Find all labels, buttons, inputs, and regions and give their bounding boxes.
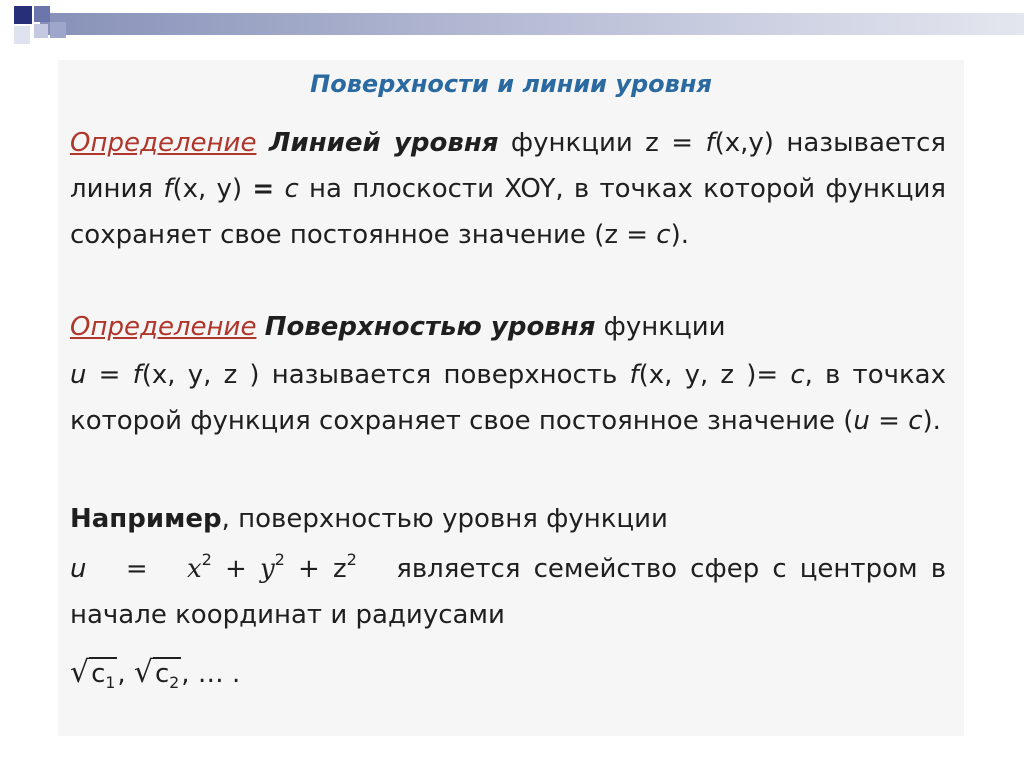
definition-level-surface-head: Определение Поверхностью уровня функции: [70, 312, 726, 342]
term-level-line: Линией уровня: [268, 128, 499, 158]
definition-level-surface: u = f(x, y, z ) называется поверхность f(x, y, z )= c, в точках которой функция сохраняет свое постоянное значение (u = c).: [70, 360, 946, 436]
deco-square: [34, 24, 48, 38]
sqrt-symbol: √: [133, 655, 153, 690]
deco-square: [14, 26, 30, 44]
deco-square: [34, 6, 50, 22]
definition-label: Определение: [70, 128, 257, 158]
term-level-surface: Поверхностью уровня: [264, 312, 596, 342]
example-formula: u = $x^2 + y^2 + z^2$ является семейство сфер с центром в начале координат и радиусами: [70, 550, 947, 630]
example-label: Например: [70, 504, 222, 534]
slide-title: Поверхности и линии уровня: [310, 70, 712, 98]
example-head: Например, поверхностью уровня функции: [70, 504, 668, 534]
definition-level-line: Определение Линией уровня функции z = f(x,y) называется линия f(x, y) = c на плоскости XOY, в точках которой функция сохраняет свое постоянное значение (z = c).: [70, 128, 946, 250]
deco-square: [14, 6, 32, 24]
deco-square: [50, 22, 66, 38]
definition-label: Определение: [70, 312, 257, 342]
slide-content: [58, 60, 964, 736]
radii-formula: $√c_1$, $√c_2$, … .: [70, 655, 241, 693]
header-bar: [40, 13, 1024, 35]
sqrt-symbol: √: [70, 655, 90, 690]
